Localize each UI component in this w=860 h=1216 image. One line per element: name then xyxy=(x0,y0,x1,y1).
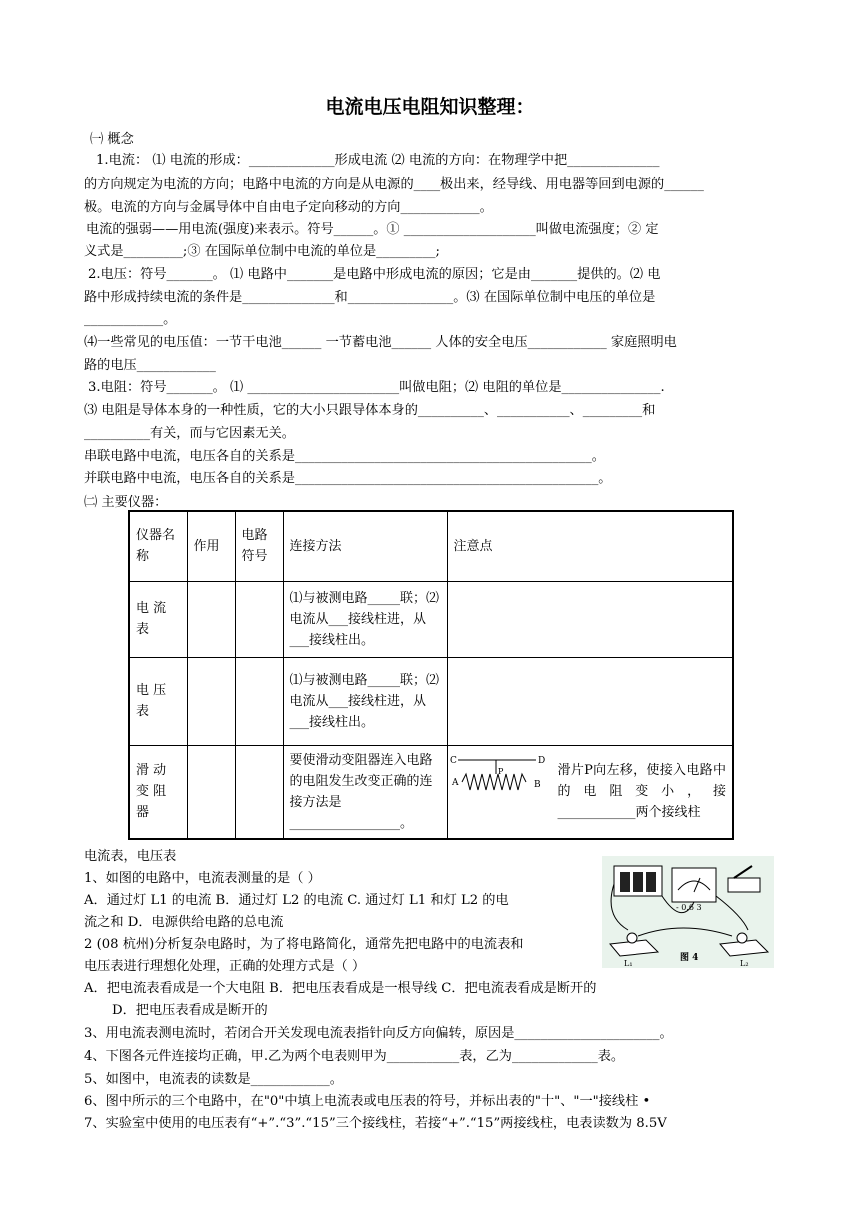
header-function: 作用 xyxy=(187,511,235,581)
rheo-label-d: D xyxy=(537,755,545,766)
lamp-1-label: L₁ xyxy=(624,959,633,968)
question-7: 7、实验室中使用的电压表有“+”.“3”.“15”三个接线柱，若接“+”.“15”两接线柱，电表读数为 8.5V xyxy=(84,1116,667,1131)
question-6: 6、图中所示的三个电路中，在"0"中填上电流表或电压表的符号，并标出表的"十"、"一"接线柱 • xyxy=(84,1094,651,1109)
row-note: 滑片P向左移，使接入电路中的电阻变小，接____________两个接线柱 xyxy=(557,763,726,821)
question-2-line-1: 2 (08 杭州)分析复杂电路时，为了将电路简化，通常先把电路中的电流表和 xyxy=(84,937,524,952)
questions-heading: 电流表，电压表 xyxy=(84,849,177,864)
row-note xyxy=(447,581,733,657)
line-resistance-1: 3.电阻：符号_______。 ⑴ _______________________叫做电阻；⑵ 电阻的单位是_______________. xyxy=(88,380,665,395)
section-concepts: ㈠ 概念 xyxy=(90,132,134,147)
table-row xyxy=(129,657,733,745)
line-voltage-3: ____________。 xyxy=(84,312,177,327)
line-parallel: 并联电路中电流，电压各自的关系是______________________________________________。 xyxy=(84,471,612,486)
line-resistance-2: ⑶ 电阻是导体本身的一种性质，它的大小只跟导体本身的__________、___________、_________和 xyxy=(84,403,656,418)
line-series: 串联电路中电流，电压各自的关系是_____________________________________________。 xyxy=(84,449,605,464)
question-1-options-b: 流之和 D．电源供给电路的总电流 xyxy=(84,915,284,930)
line-current-1: 1.电流： ⑴ 电流的形成：_____________形成电流 ⑵ 电流的方向：在物理学中把______________ xyxy=(96,153,660,168)
question-1: 1、如图的电路中，电流表测量的是（ ） xyxy=(84,871,321,886)
header-name: 仪器名称 xyxy=(129,511,187,581)
rheo-label-c: C xyxy=(449,755,457,766)
circuit-figure xyxy=(602,856,774,968)
question-2-line-2: 电压表进行理想化处理，正确的处理方式是（ ） xyxy=(84,959,366,974)
line-voltage-5: 路的电压____________ xyxy=(84,358,216,373)
line-voltage-1: 2.电压：符号_______。 ⑴ 电路中_______是电路中形成电流的原因；它是由_______提供的。⑵ 电 xyxy=(88,267,661,282)
row-note xyxy=(447,657,733,745)
line-resistance-3: __________有关，而与它因素无关。 xyxy=(84,426,295,441)
question-5: 5、如图中，电流表的读数是____________。 xyxy=(84,1072,343,1087)
row-method: 要使滑动变阻器连入电路的电阻发生改变正确的连接方法是_________________。 xyxy=(283,745,447,839)
table-header-row xyxy=(129,511,733,581)
question-3: 3、用电流表测电流时，若闭合开关发现电流表指针向反方向偏转，原因是______________________。 xyxy=(84,1026,673,1041)
row-method: ⑴与被测电路_____联；⑵电流从___接线柱进，从___接线柱出。 xyxy=(283,581,447,657)
question-2-options-b: D．把电压表看成是断开的 xyxy=(112,1003,268,1018)
line-current-5: 义式是_________;③ 在国际单位制中电流的单位是_________; xyxy=(84,244,440,259)
meter-terminal-label: - 0.6 3 xyxy=(676,903,702,912)
rheostat-diagram xyxy=(450,752,550,796)
line-current-4: 电流的强弱——用电流(强度)来表示。符号______。① ____________________叫做电流强度；② 定 xyxy=(86,222,659,237)
page-title: 电流电压电阻知识整理： xyxy=(325,96,535,118)
question-2-options-a: A．把电流表看成是一个大电阻 B．把电压表看成是一根导线 C．把电流表看成是断开的 xyxy=(84,981,597,996)
row-name: 滑 动 变 阻 器 xyxy=(129,745,187,839)
lamp-2-label: L₂ xyxy=(740,959,749,968)
figure-caption: 图 4 xyxy=(680,953,699,963)
table-row xyxy=(129,581,733,657)
rheo-label-b: B xyxy=(533,779,541,790)
circuit-illustration xyxy=(602,856,774,968)
question-4: 4、下图各元件连接均正确，甲.乙为两个电表则甲为___________表，乙为_____________表。 xyxy=(84,1049,625,1064)
line-current-3: 极。电流的方向与金属导体中自由电子定向移动的方向____________。 xyxy=(84,200,493,215)
rheo-label-p: P xyxy=(497,766,503,776)
rheo-label-a: A xyxy=(451,777,458,788)
line-voltage-2: 路中形成持续电流的条件是______________和________________。⑶ 在国际单位制中电压的单位是 xyxy=(84,290,656,305)
header-notes: 注意点 xyxy=(447,511,733,581)
row-name: 电 压 表 xyxy=(129,657,187,745)
instruments-table xyxy=(128,510,734,840)
question-1-options-a: A．通过灯 L1 的电流 B．通过灯 L2 的电流 C. 通过灯 L1 和灯 L2 的电 xyxy=(84,893,509,908)
table-row xyxy=(129,745,733,839)
section-instruments: ㈡ 主要仪器： xyxy=(84,495,168,510)
row-method: ⑴与被测电路_____联；⑵电流从___接线柱进，从___接线柱出。 xyxy=(283,657,447,745)
line-current-2: 的方向规定为电流的方向；电路中电流的方向是从电源的____极出来，经导线、用电器等回到电源的______ xyxy=(84,177,704,192)
line-voltage-4: ⑷一些常见的电压值：一节干电池______ 一节蓄电池______ 人体的安全电压____________ 家庭照明电 xyxy=(84,335,677,350)
header-symbol: 电路符号 xyxy=(235,511,283,581)
header-method: 连接方法 xyxy=(283,511,447,581)
row-name: 电 流 表 xyxy=(129,581,187,657)
